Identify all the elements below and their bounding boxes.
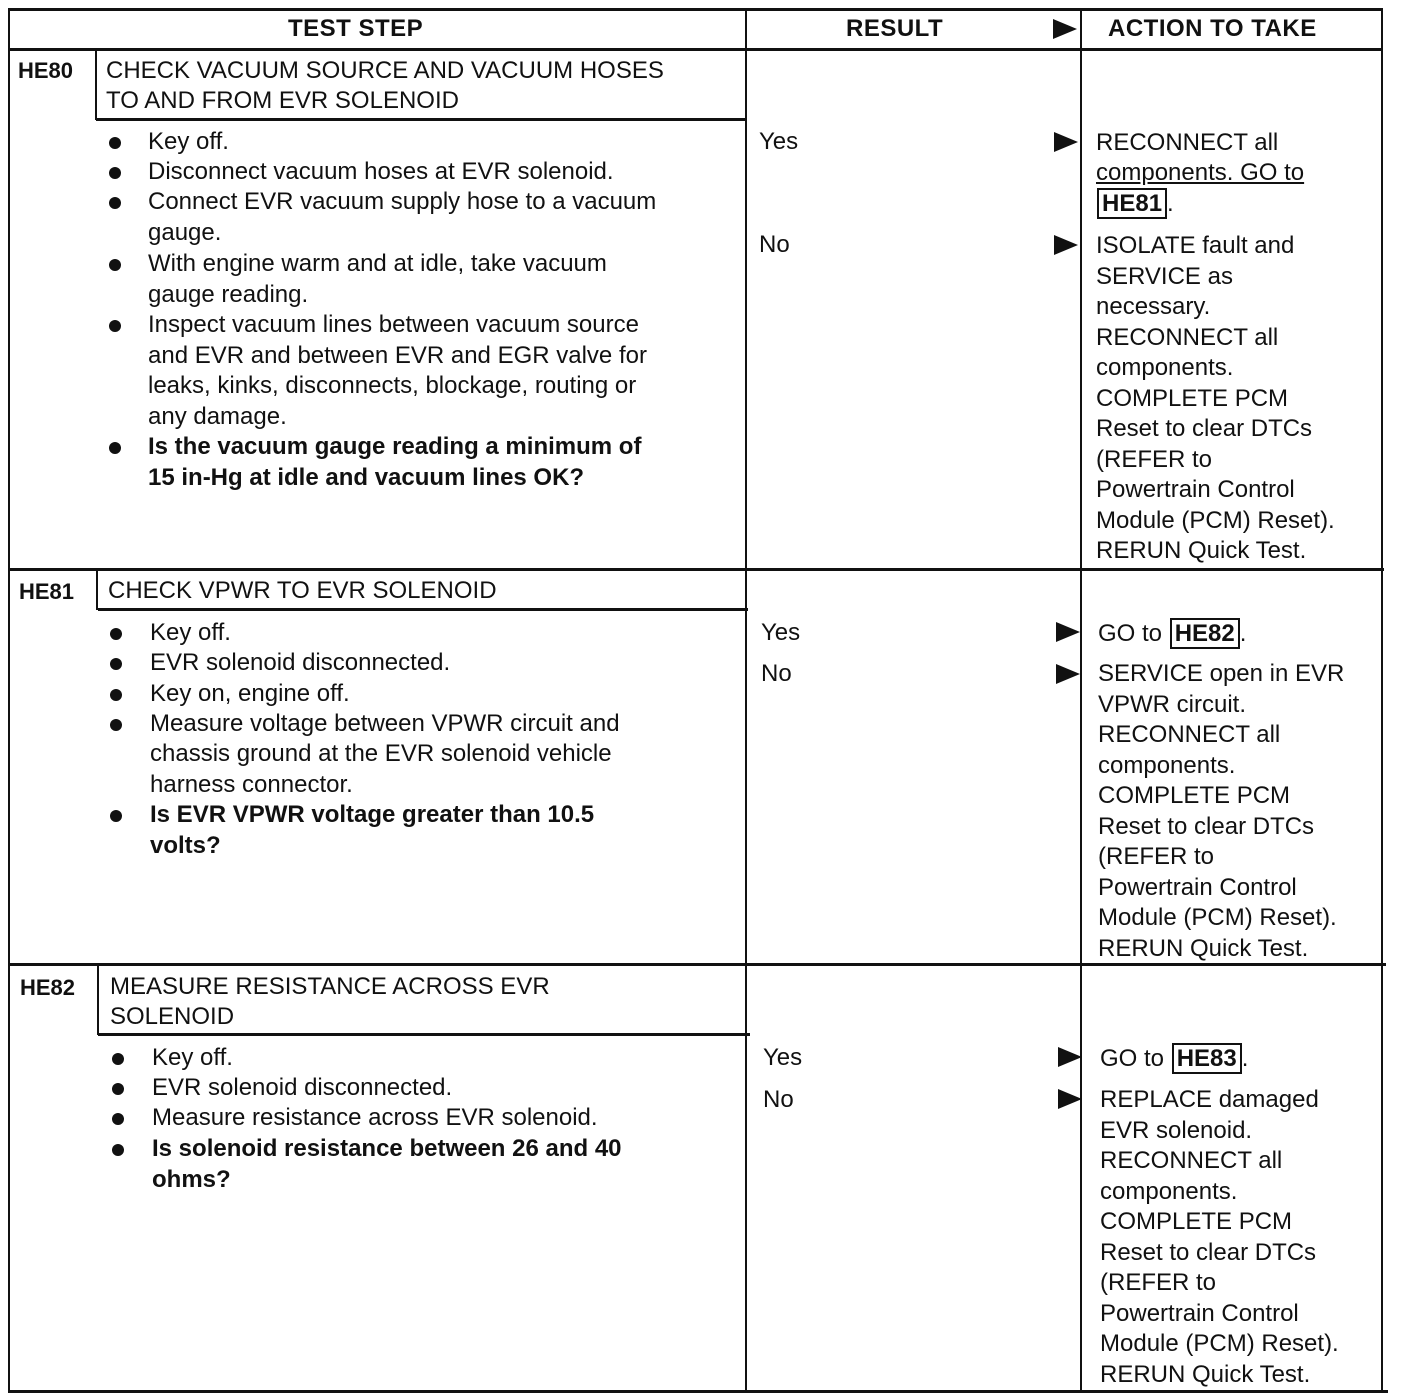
result-yes: Yes: [759, 128, 799, 155]
action-yes-line: components. GO to: [1096, 159, 1305, 186]
action-no-line: ISOLATE fault and: [1096, 232, 1295, 259]
result-action-divider: [1080, 8, 1082, 1392]
action-no-line: components.: [1098, 751, 1236, 779]
goto-prefix: GO to: [1098, 620, 1163, 647]
bullet-line: Disconnect vacuum hoses at EVR solenoid.: [148, 158, 614, 185]
bullet-dot-icon: [112, 1144, 124, 1156]
goto-tail: .: [1241, 1045, 1249, 1072]
he82-title-divider: [98, 1033, 750, 1036]
action-no-line: RERUN Quick Test.: [1098, 934, 1309, 962]
result-no: No: [763, 1086, 794, 1113]
bullet-dot-icon: [110, 658, 122, 670]
action-no-line: Powertrain Control: [1098, 873, 1297, 901]
bullet-dot-icon: [110, 689, 122, 701]
result-arrow-icon: [1054, 132, 1078, 152]
table-left-border: [8, 8, 10, 1392]
action-no-line: RECONNECT all: [1100, 1147, 1283, 1174]
bullet-dot-icon: [112, 1053, 124, 1065]
action-yes-goto-line: [1100, 1044, 1248, 1075]
action-no-line: RERUN Quick Test.: [1096, 537, 1307, 564]
bullet-question-line: 15 in-Hg at idle and vacuum lines OK?: [148, 464, 585, 491]
code-divider-he81: [96, 570, 98, 610]
result-arrow-icon: [1056, 664, 1080, 684]
action-yes-line: RECONNECT all: [1096, 129, 1279, 156]
bullet-line: Key off.: [152, 1044, 233, 1071]
code-divider-he80: [95, 48, 97, 120]
action-no-line: COMPLETE PCM: [1096, 384, 1289, 412]
goto-he83-link[interactable]: HE83: [1172, 1043, 1242, 1074]
action-no-line: RECONNECT all: [1098, 721, 1281, 748]
goto-prefix: GO to: [1100, 1045, 1165, 1072]
bullet-line: Inspect vacuum lines between vacuum source: [148, 311, 639, 338]
bullet-line: Key off.: [148, 128, 229, 155]
action-no-line: Module (PCM) Reset).: [1098, 904, 1337, 931]
bullet-question-line: Is EVR VPWR voltage greater than 10.5: [150, 801, 595, 828]
result-yes: Yes: [763, 1044, 803, 1071]
result-no: No: [761, 660, 792, 687]
bullet-question-line: volts?: [150, 832, 221, 859]
action-no-line: SERVICE as: [1096, 262, 1233, 290]
bullet-dot-icon: [112, 1083, 124, 1095]
header-action-to-take: ACTION TO TAKE: [1108, 15, 1317, 42]
step-result-divider: [745, 8, 747, 1392]
bullet-dot-icon: [109, 320, 121, 332]
action-no-line: RERUN Quick Test.: [1100, 1360, 1311, 1388]
step-title-line: CHECK VACUUM SOURCE AND VACUUM HOSES: [106, 57, 664, 84]
header-arrow-icon: [1053, 19, 1077, 39]
bullet-line: any damage.: [148, 403, 287, 430]
bullet-line: Key off.: [150, 619, 231, 646]
action-no-block: [1098, 659, 1344, 964]
bullet-dot-icon: [109, 137, 121, 149]
table-right-border: [1381, 8, 1383, 1392]
he80-title-divider: [96, 118, 746, 121]
bullet-dot-icon: [110, 719, 122, 731]
he81-title-divider: [98, 608, 748, 611]
table-top-border: [8, 8, 1382, 11]
action-no-line: components.: [1100, 1177, 1238, 1205]
code-divider-he82: [97, 965, 99, 1035]
goto-tail: .: [1239, 620, 1247, 647]
action-yes-goto-line: [1098, 619, 1246, 650]
table-bottom-border: [8, 1390, 1388, 1393]
goto-he82-link[interactable]: HE82: [1170, 618, 1240, 649]
bullet-question-line: Is the vacuum gauge reading a minimum of: [148, 433, 642, 460]
step-code-he82: HE82: [20, 975, 76, 1000]
action-no-line: Reset to clear DTCs: [1096, 415, 1313, 442]
step-title-line: MEASURE RESISTANCE ACROSS EVR: [110, 973, 550, 1000]
action-no-line: Powertrain Control: [1100, 1299, 1299, 1327]
bullet-line: EVR solenoid disconnected.: [152, 1074, 453, 1101]
bullet-dot-icon: [109, 197, 121, 209]
bullet-dot-icon: [109, 167, 121, 179]
step-title-line: CHECK VPWR TO EVR SOLENOID: [108, 577, 497, 604]
action-no-line: EVR solenoid.: [1100, 1116, 1253, 1144]
bullet-dot-icon: [110, 810, 122, 822]
bullet-line: harness connector.: [150, 771, 353, 798]
bullet-line: leaks, kinks, disconnects, blockage, routing or: [148, 372, 637, 399]
bullet-dot-icon: [110, 628, 122, 640]
bullet-dot-icon: [112, 1113, 124, 1125]
action-no-block: [1100, 1085, 1339, 1390]
bullet-line: Measure resistance across EVR solenoid.: [152, 1104, 598, 1131]
action-no-line: VPWR circuit.: [1098, 690, 1247, 718]
action-no-block: [1096, 231, 1335, 567]
action-no-line: necessary.: [1096, 293, 1211, 320]
bullet-line: EVR solenoid disconnected.: [150, 649, 451, 676]
header-result: RESULT: [846, 15, 944, 42]
bullet-line: Key on, engine off.: [150, 680, 350, 707]
result-arrow-icon: [1056, 622, 1080, 642]
action-no-line: Module (PCM) Reset).: [1096, 506, 1335, 534]
goto-tail: .: [1167, 190, 1174, 217]
bullet-question-line: Is solenoid resistance between 26 and 40: [152, 1135, 622, 1162]
step-code-he80: HE80: [18, 58, 74, 83]
he80-bottom-border: [8, 568, 1384, 571]
action-no-line: (REFER to: [1096, 445, 1213, 473]
step-code-he81: HE81: [19, 579, 75, 604]
action-no-line: (REFER to: [1100, 1269, 1217, 1296]
action-no-line: COMPLETE PCM: [1098, 782, 1291, 809]
header-bottom-border: [8, 48, 1382, 51]
action-no-line: (REFER to: [1098, 843, 1215, 870]
bullet-line: and EVR and between EVR and EGR valve for: [148, 342, 647, 369]
result-arrow-icon: [1058, 1047, 1082, 1067]
bullet-dot-icon: [109, 259, 121, 271]
action-no-line: Reset to clear DTCs: [1098, 812, 1315, 840]
action-no-line: Powertrain Control: [1096, 476, 1295, 503]
bullet-question-line: ohms?: [152, 1166, 231, 1193]
bullet-line: Connect EVR vacuum supply hose to a vacuum: [148, 188, 657, 215]
action-no-line: RECONNECT all: [1096, 323, 1279, 351]
goto-he81-link[interactable]: HE81: [1097, 188, 1167, 219]
step-title-line: SOLENOID: [110, 1003, 235, 1030]
bullet-line: gauge.: [148, 219, 222, 246]
action-no-line: Reset to clear DTCs: [1100, 1238, 1317, 1266]
bullet-dot-icon: [109, 442, 121, 454]
bullet-line: chassis ground at the EVR solenoid vehicle: [150, 740, 612, 767]
step-title-line: TO AND FROM EVR SOLENOID: [106, 87, 459, 114]
action-no-line: REPLACE damaged: [1100, 1086, 1319, 1113]
action-no-line: SERVICE open in EVR: [1098, 660, 1345, 687]
result-arrow-icon: [1058, 1089, 1082, 1109]
bullet-line: Measure voltage between VPWR circuit and: [150, 710, 620, 737]
result-no: No: [759, 231, 790, 258]
action-no-line: Module (PCM) Reset).: [1100, 1330, 1339, 1357]
action-no-line: COMPLETE PCM: [1100, 1208, 1293, 1235]
action-no-line: components.: [1096, 354, 1234, 381]
result-arrow-icon: [1054, 235, 1078, 255]
action-yes-goto-line: [1096, 189, 1174, 220]
bullet-line: With engine warm and at idle, take vacuum: [148, 250, 607, 277]
header-test-step: TEST STEP: [288, 15, 424, 42]
bullet-line: gauge reading.: [148, 281, 309, 308]
result-yes: Yes: [761, 619, 801, 646]
